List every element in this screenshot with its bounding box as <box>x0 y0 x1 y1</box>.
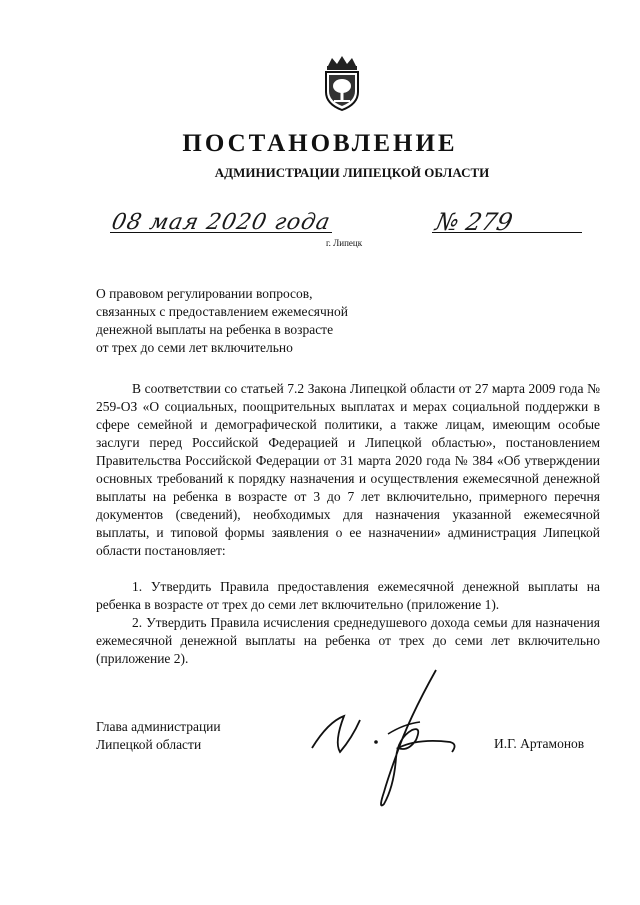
item-1-paragraph: 1. Утвердить Правила предоставления ежемесячной денежной выплаты на ребенка в возрасте от трех до семи лет включительно (приложение 1). <box>96 579 600 612</box>
signatory-position <box>96 718 221 754</box>
topic-line: О правовом регулировании вопросов, <box>96 286 313 301</box>
topic-line: от трех до семи лет включительно <box>96 340 293 355</box>
position-line: Глава администрации <box>96 719 221 734</box>
topic-line: связанных с предоставлением ежемесячной <box>96 304 349 319</box>
topic-line: денежной выплаты на ребенка в возрасте <box>96 322 334 337</box>
item-2-paragraph: 2. Утвердить Правила исчисления среднедушевого дохода семьи для назначения ежемесячной денежной выплаты на ребенка от трех до семи лет включительно (приложение 2). <box>96 615 600 666</box>
coat-of-arms-icon <box>320 56 364 112</box>
number-underline <box>432 232 582 233</box>
handwritten-date: 08 мая 2020 года <box>109 210 333 235</box>
city-label: г. Липецк <box>326 238 363 248</box>
handwritten-signature <box>300 660 480 820</box>
signatory-name: И.Г. Артамонов <box>494 736 585 751</box>
document-subtitle: АДМИНИСТРАЦИИ ЛИПЕЦКОЙ ОБЛАСТИ <box>214 165 490 180</box>
document-title: ПОСТАНОВЛЕНИЕ <box>182 130 458 157</box>
document-body <box>96 380 600 668</box>
date-underline <box>110 232 332 233</box>
position-line: Липецкой области <box>96 737 202 752</box>
handwritten-number: № 279 <box>433 208 516 236</box>
document-topic <box>96 285 396 357</box>
preamble-paragraph: В соответствии со статьей 7.2 Закона Липецкой области от 27 марта 2009 года № 259-ОЗ «О социальных, поощрительных выплатах и мерах социальной поддержки в сфере семейной и демографической политики, а также лицам, имеющим особые заслуги перед Российской Федерацией и Липецкой областью», постановлением Правительства Российской Федерации от 31 марта 2020 года № 384 «Об утверждении основных требований к порядку назначения и осуществления ежемесячной денежной выплаты на ребенка в возрасте от 3 до 7 лет включительно, примерного перечня документов (сведений), необходимых для назначения указанной ежемесячной выплаты, и типовой формы заявления о ее назначении» администрация Липецкой области постановляет: <box>96 381 600 558</box>
